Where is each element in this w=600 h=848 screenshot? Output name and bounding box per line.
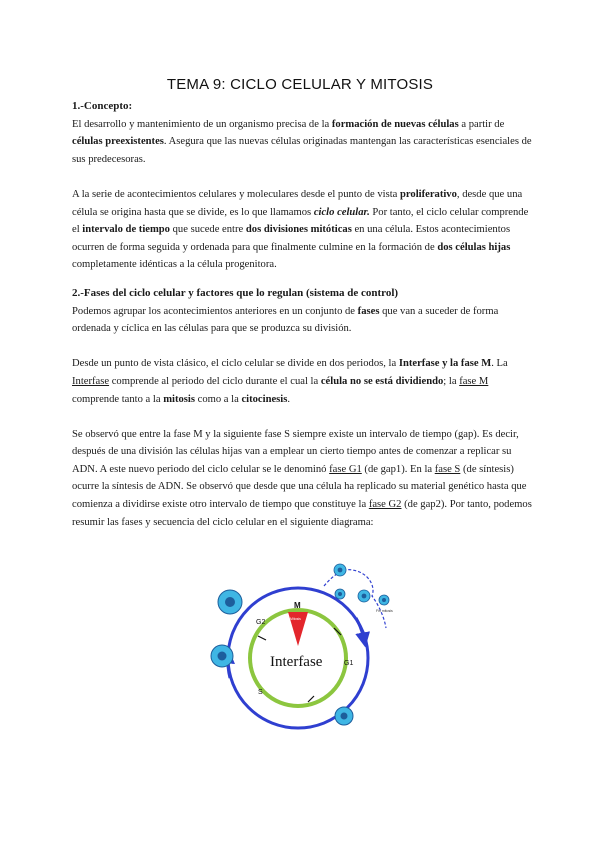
section-2-paragraph-1: Podemos agrupar los acontecimientos anteriores en un conjunto de fases que van a suceder de forma ordenada y cíclica en las células para que se produzca su división. <box>72 305 499 335</box>
section-1-paragraph-2: A la serie de acontecimientos celulares y moleculares desde el punto de vista proliferativo, desde que una célula se origina hasta que se divide, es lo que llamamos ciclo celular. Por tanto, el ciclo celular comprende el intervalo de tiempo que sucede entre dos divisiones mitóticas en una célula. Estos acontecimientos ocurren de forma seguida y ordenada para que finalmente culmine en la formación de dos células hijas completamente idénticas a la célula progenitora. <box>72 188 529 271</box>
g1-label: G1 <box>344 660 354 667</box>
cell-s <box>211 645 233 667</box>
section-2-paragraph-3: Se observó que entre la fase M y la siguiente fase S siempre existe un intervalo de tiempo (gap). Es decir, después de una división las células hijas van a emplear un cierto tiempo antes de comenzar a replicar su ADN. A este nuevo periodo del ciclo celular se le denominó fase G1 (de gap1). En la fase S (de síntesis) ocurre la síntesis de ADN. Se observó que desde que una célula ha replicado su material genético hasta que comienza a dividirse existe otro intervalo de tiempo que constituye la fase G2 (de gap2). Por tanto, podemos resumir las fases y secuencia del ciclo celular en el siguiente diagrama: <box>72 428 532 528</box>
fin-mitosis-label: Fin mitosis <box>376 609 393 613</box>
ring-tick <box>308 696 314 702</box>
m-phase-label: M <box>294 601 301 610</box>
cell-anaphase <box>358 590 370 602</box>
section-1-heading: 1.-Concepto: <box>72 100 133 112</box>
interphase-label: Interfase <box>270 654 323 670</box>
m-phase-sub: Mitosis <box>290 617 301 621</box>
cell-cycle-diagram <box>196 556 412 740</box>
section-1-paragraph-1: El desarrollo y mantenimiento de un organismo precisa de la formación de nuevas células a partir de células preexistentes. Asegura que las nuevas células originadas mantengan las características esenciales de sus predecesoras. <box>72 118 532 165</box>
document-body <box>72 98 534 531</box>
section-2-heading: 2.-Fases del ciclo celular y factores que lo regulan (sistema de control) <box>72 286 399 299</box>
g2-label: G2 <box>256 619 266 626</box>
page-title: TEMA 9: CICLO CELULAR Y MITOSIS <box>166 76 434 93</box>
section-2-paragraph-2: Desde un punto de vista clásico, el ciclo celular se divide en dos periodos, la Interfase y la fase M. La Interfase comprende al periodo del ciclo durante el cual la célula no se está dividiendo; la fase M comprende tanto a la mitosis como a la citocinesis. <box>72 358 508 405</box>
ring-tick <box>258 636 266 640</box>
cell-telophase <box>379 595 389 605</box>
cell-g1 <box>335 707 353 725</box>
s-label: S <box>258 689 263 696</box>
cell-prophase <box>334 564 346 576</box>
cell-metaphase <box>335 589 345 599</box>
cell-g2 <box>218 590 242 614</box>
